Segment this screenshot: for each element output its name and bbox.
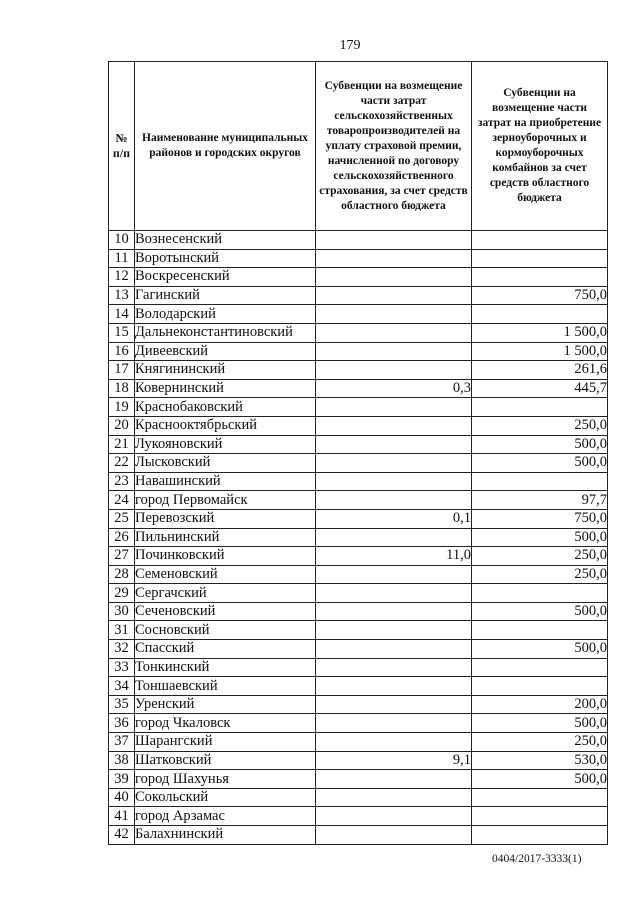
insurance-subsidy bbox=[316, 361, 472, 380]
table-row bbox=[109, 305, 608, 324]
subsidy-table bbox=[108, 61, 608, 845]
insurance-subsidy bbox=[316, 454, 472, 473]
district-name: Воскресенский bbox=[135, 268, 316, 287]
district-name: Починковский bbox=[135, 547, 316, 566]
table-row bbox=[109, 472, 608, 491]
header-number: № п/п bbox=[109, 62, 135, 231]
district-name: Семеновский bbox=[135, 565, 316, 584]
insurance-subsidy bbox=[316, 714, 472, 733]
district-name: Сергачский bbox=[135, 584, 316, 603]
insurance-subsidy bbox=[316, 733, 472, 752]
combine-subsidy: 530,0 bbox=[472, 751, 608, 770]
header-name: Наименование муниципальных районов и городских округов bbox=[135, 62, 316, 231]
row-number: 37 bbox=[109, 733, 135, 752]
document-code: 0404/2017-3333(1) bbox=[492, 853, 582, 865]
table-row bbox=[109, 826, 608, 845]
insurance-subsidy bbox=[316, 323, 472, 342]
combine-subsidy: 500,0 bbox=[472, 714, 608, 733]
row-number: 27 bbox=[109, 547, 135, 566]
insurance-subsidy bbox=[316, 416, 472, 435]
district-name: город Арзамас bbox=[135, 807, 316, 826]
insurance-subsidy bbox=[316, 602, 472, 621]
table-row bbox=[109, 231, 608, 250]
district-name: Пильнинский bbox=[135, 528, 316, 547]
district-name: Лысковский bbox=[135, 454, 316, 473]
table-row bbox=[109, 621, 608, 640]
combine-subsidy bbox=[472, 658, 608, 677]
row-number: 16 bbox=[109, 342, 135, 361]
header-insurance: Субвенции на возмещение части затрат сельскохозяйственных товаропроизводителей на уплату страховой премии, начисленной по договору сельскохозяйственного страхования, за счет средств областного бюджета bbox=[316, 62, 472, 231]
row-number: 20 bbox=[109, 416, 135, 435]
table-row bbox=[109, 249, 608, 268]
table-header-row bbox=[109, 62, 608, 231]
combine-subsidy bbox=[472, 584, 608, 603]
district-name: Краснобаковский bbox=[135, 398, 316, 417]
combine-subsidy: 500,0 bbox=[472, 435, 608, 454]
insurance-subsidy bbox=[316, 268, 472, 287]
insurance-subsidy bbox=[316, 491, 472, 510]
insurance-subsidy bbox=[316, 286, 472, 305]
district-name: Воротынский bbox=[135, 249, 316, 268]
table-row bbox=[109, 491, 608, 510]
insurance-subsidy bbox=[316, 807, 472, 826]
combine-subsidy bbox=[472, 788, 608, 807]
combine-subsidy: 250,0 bbox=[472, 733, 608, 752]
row-number: 19 bbox=[109, 398, 135, 417]
combine-subsidy bbox=[472, 249, 608, 268]
table-row bbox=[109, 547, 608, 566]
district-name: Сеченовский bbox=[135, 602, 316, 621]
district-name: Сосновский bbox=[135, 621, 316, 640]
district-name: Ковернинский bbox=[135, 379, 316, 398]
table-row bbox=[109, 342, 608, 361]
row-number: 18 bbox=[109, 379, 135, 398]
row-number: 36 bbox=[109, 714, 135, 733]
row-number: 24 bbox=[109, 491, 135, 510]
district-name: Гагинский bbox=[135, 286, 316, 305]
insurance-subsidy bbox=[316, 695, 472, 714]
row-number: 23 bbox=[109, 472, 135, 491]
table-row bbox=[109, 770, 608, 789]
row-number: 31 bbox=[109, 621, 135, 640]
row-number: 12 bbox=[109, 268, 135, 287]
table-row bbox=[109, 435, 608, 454]
district-name: Володарский bbox=[135, 305, 316, 324]
combine-subsidy: 500,0 bbox=[472, 602, 608, 621]
combine-subsidy: 261,6 bbox=[472, 361, 608, 380]
combine-subsidy: 250,0 bbox=[472, 547, 608, 566]
insurance-subsidy: 0,1 bbox=[316, 509, 472, 528]
combine-subsidy: 500,0 bbox=[472, 528, 608, 547]
district-name: Лукояновский bbox=[135, 435, 316, 454]
combine-subsidy bbox=[472, 621, 608, 640]
combine-subsidy: 1 500,0 bbox=[472, 342, 608, 361]
insurance-subsidy bbox=[316, 658, 472, 677]
table-row bbox=[109, 658, 608, 677]
district-name: Краснооктябрьский bbox=[135, 416, 316, 435]
district-name: город Первомайск bbox=[135, 491, 316, 510]
district-name: город Шахунья bbox=[135, 770, 316, 789]
combine-subsidy: 750,0 bbox=[472, 286, 608, 305]
row-number: 29 bbox=[109, 584, 135, 603]
row-number: 39 bbox=[109, 770, 135, 789]
row-number: 21 bbox=[109, 435, 135, 454]
table-row bbox=[109, 695, 608, 714]
row-number: 11 bbox=[109, 249, 135, 268]
table-row bbox=[109, 788, 608, 807]
combine-subsidy: 445,7 bbox=[472, 379, 608, 398]
table-row bbox=[109, 454, 608, 473]
combine-subsidy bbox=[472, 398, 608, 417]
row-number: 13 bbox=[109, 286, 135, 305]
district-name: Дивеевский bbox=[135, 342, 316, 361]
combine-subsidy bbox=[472, 305, 608, 324]
district-name: Дальнеконстантиновский bbox=[135, 323, 316, 342]
combine-subsidy: 250,0 bbox=[472, 416, 608, 435]
row-number: 22 bbox=[109, 454, 135, 473]
header-combines: Субвенции на возмещение части затрат на приобретение зерноуборочных и кормоуборочных комбайнов за счет средств областного бюджета bbox=[472, 62, 608, 231]
combine-subsidy bbox=[472, 268, 608, 287]
table-row bbox=[109, 602, 608, 621]
insurance-subsidy: 9,1 bbox=[316, 751, 472, 770]
district-name: Спасский bbox=[135, 640, 316, 659]
combine-subsidy: 500,0 bbox=[472, 770, 608, 789]
row-number: 35 bbox=[109, 695, 135, 714]
row-number: 26 bbox=[109, 528, 135, 547]
table-row bbox=[109, 528, 608, 547]
table-row bbox=[109, 751, 608, 770]
insurance-subsidy bbox=[316, 640, 472, 659]
insurance-subsidy: 0,3 bbox=[316, 379, 472, 398]
row-number: 17 bbox=[109, 361, 135, 380]
table-row bbox=[109, 677, 608, 696]
table-row bbox=[109, 733, 608, 752]
row-number: 33 bbox=[109, 658, 135, 677]
combine-subsidy: 250,0 bbox=[472, 565, 608, 584]
district-name: город Чкаловск bbox=[135, 714, 316, 733]
insurance-subsidy bbox=[316, 435, 472, 454]
district-name: Навашинский bbox=[135, 472, 316, 491]
row-number: 14 bbox=[109, 305, 135, 324]
insurance-subsidy bbox=[316, 305, 472, 324]
district-name: Балахнинский bbox=[135, 826, 316, 845]
row-number: 40 bbox=[109, 788, 135, 807]
district-name: Сокольский bbox=[135, 788, 316, 807]
insurance-subsidy bbox=[316, 788, 472, 807]
combine-subsidy: 1 500,0 bbox=[472, 323, 608, 342]
insurance-subsidy bbox=[316, 249, 472, 268]
table-row bbox=[109, 379, 608, 398]
table-row bbox=[109, 584, 608, 603]
insurance-subsidy bbox=[316, 826, 472, 845]
combine-subsidy: 500,0 bbox=[472, 640, 608, 659]
district-name: Шатковский bbox=[135, 751, 316, 770]
table-row bbox=[109, 640, 608, 659]
table-row bbox=[109, 714, 608, 733]
insurance-subsidy bbox=[316, 398, 472, 417]
combine-subsidy: 500,0 bbox=[472, 454, 608, 473]
table-row bbox=[109, 509, 608, 528]
row-number: 34 bbox=[109, 677, 135, 696]
table-row bbox=[109, 361, 608, 380]
table-body bbox=[109, 231, 608, 845]
combine-subsidy bbox=[472, 472, 608, 491]
table-row bbox=[109, 268, 608, 287]
table-row bbox=[109, 286, 608, 305]
table-row bbox=[109, 565, 608, 584]
combine-subsidy: 97,7 bbox=[472, 491, 608, 510]
district-name: Уренский bbox=[135, 695, 316, 714]
row-number: 38 bbox=[109, 751, 135, 770]
insurance-subsidy bbox=[316, 342, 472, 361]
district-name: Перевозский bbox=[135, 509, 316, 528]
combine-subsidy: 750,0 bbox=[472, 509, 608, 528]
insurance-subsidy bbox=[316, 472, 472, 491]
row-number: 28 bbox=[109, 565, 135, 584]
row-number: 10 bbox=[109, 231, 135, 250]
table-row bbox=[109, 398, 608, 417]
row-number: 30 bbox=[109, 602, 135, 621]
page-number: 179 bbox=[339, 38, 361, 53]
combine-subsidy: 200,0 bbox=[472, 695, 608, 714]
row-number: 15 bbox=[109, 323, 135, 342]
insurance-subsidy bbox=[316, 565, 472, 584]
district-name: Тонкинский bbox=[135, 658, 316, 677]
insurance-subsidy bbox=[316, 231, 472, 250]
insurance-subsidy bbox=[316, 770, 472, 789]
table-row bbox=[109, 416, 608, 435]
combine-subsidy bbox=[472, 807, 608, 826]
insurance-subsidy bbox=[316, 528, 472, 547]
district-name: Шарангский bbox=[135, 733, 316, 752]
combine-subsidy bbox=[472, 231, 608, 250]
district-name: Вознесенский bbox=[135, 231, 316, 250]
row-number: 32 bbox=[109, 640, 135, 659]
row-number: 25 bbox=[109, 509, 135, 528]
row-number: 42 bbox=[109, 826, 135, 845]
district-name: Тоншаевский bbox=[135, 677, 316, 696]
combine-subsidy bbox=[472, 826, 608, 845]
table-row bbox=[109, 323, 608, 342]
combine-subsidy bbox=[472, 677, 608, 696]
row-number: 41 bbox=[109, 807, 135, 826]
district-name: Княгининский bbox=[135, 361, 316, 380]
insurance-subsidy: 11,0 bbox=[316, 547, 472, 566]
insurance-subsidy bbox=[316, 621, 472, 640]
insurance-subsidy bbox=[316, 584, 472, 603]
table-row bbox=[109, 807, 608, 826]
insurance-subsidy bbox=[316, 677, 472, 696]
